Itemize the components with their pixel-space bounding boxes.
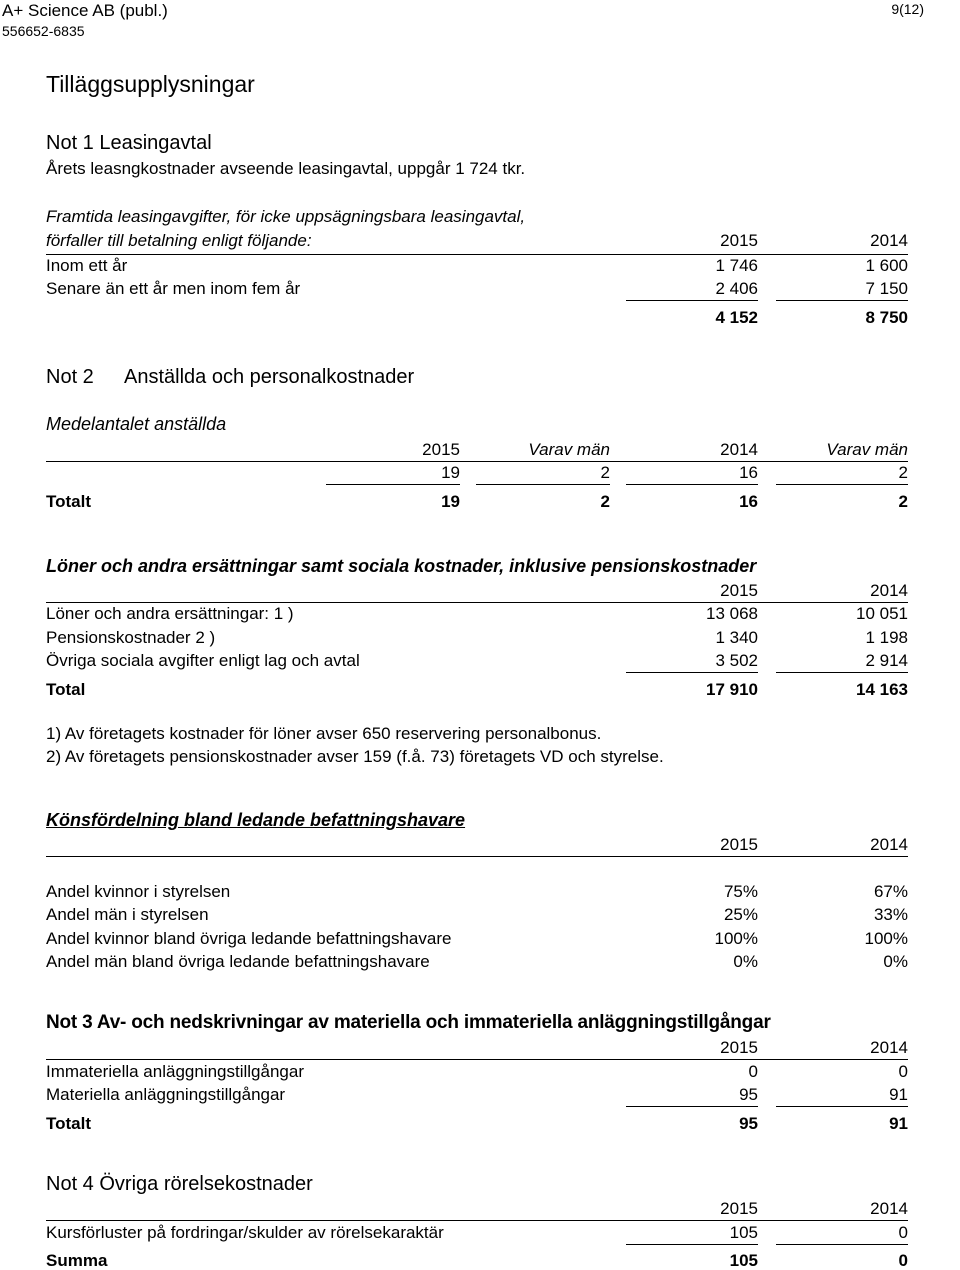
table-cell: 2 <box>898 463 908 482</box>
divider <box>46 856 908 857</box>
wages-total-2015: 17 910 <box>706 680 758 699</box>
table-cell: 2 <box>600 463 610 482</box>
sum-line <box>626 300 758 301</box>
note4-total-2015: 105 <box>729 1251 758 1270</box>
note1-total-2015: 4 152 <box>715 308 758 327</box>
wages-col-2014: 2014 <box>870 581 908 600</box>
avg-col: 2015 <box>422 440 460 459</box>
note4-col-2014: 2014 <box>870 1199 908 1218</box>
avg-col: Varav män <box>826 440 908 459</box>
table-cell: 75% <box>723 882 758 901</box>
table-cell: 100% <box>714 929 758 948</box>
table-row-label: Kursförluster på fordringar/skulder av rörelsekaraktär <box>46 1223 444 1242</box>
gender-col-2015: 2015 <box>720 835 758 854</box>
note3-total-2015: 95 <box>739 1114 758 1133</box>
company-name: A+ Science AB (publ.) <box>2 1 168 20</box>
note2-heading-number: Not 2 <box>46 366 94 388</box>
sum-line <box>776 300 908 301</box>
table-cell: 2 914 <box>865 651 908 670</box>
table-cell: 19 <box>441 492 460 511</box>
divider <box>46 602 908 603</box>
footnote-1: 1) Av företagets kostnader för löner avser 650 reservering personalbonus. <box>46 724 602 743</box>
table-cell: 2 <box>600 492 610 511</box>
table-cell: 2 <box>898 492 908 511</box>
note1-heading: Not 1 Leasingavtal <box>46 132 212 154</box>
table-cell: 33% <box>873 905 908 924</box>
note1-col-2014: 2014 <box>870 231 908 250</box>
page-number: 9(12) <box>891 1 924 17</box>
table-cell: 1 340 <box>715 628 758 647</box>
table-cell: 7 150 <box>865 279 908 298</box>
table-cell: 91 <box>889 1085 908 1104</box>
note4-col-2015: 2015 <box>720 1199 758 1218</box>
table-cell: 1 600 <box>865 256 908 275</box>
note4-total-label: Summa <box>46 1251 108 1270</box>
wages-total-label: Total <box>46 680 86 699</box>
note1-text: Årets leasngkostnader avseende leasingavtal, uppgår 1 724 tkr. <box>46 159 526 178</box>
note3-col-2014: 2014 <box>870 1038 908 1057</box>
note1-intro-line1: Framtida leasingavgifter, för icke uppsägningsbara leasingavtal, <box>46 207 526 226</box>
table-cell: 95 <box>739 1085 758 1104</box>
table-cell: 2 406 <box>715 279 758 298</box>
footnote-2: 2) Av företagets pensionskostnader avser 159 (f.å. 73) företagets VD och styrelse. <box>46 747 664 766</box>
table-cell: 0 <box>898 1062 908 1081</box>
note4-heading: Not 4 Övriga rörelsekostnader <box>46 1173 313 1195</box>
table-cell: 13 068 <box>706 604 758 623</box>
table-cell: 1 198 <box>865 628 908 647</box>
table-row-label: Andel män i styrelsen <box>46 905 209 924</box>
org-number: 556652-6835 <box>2 23 85 39</box>
divider <box>46 254 908 255</box>
note3-heading: Not 3 Av- och nedskrivningar av materiella och immateriella anläggningstillgångar <box>46 1012 771 1033</box>
table-cell: 0 <box>898 1223 908 1242</box>
note1-total-2014: 8 750 <box>865 308 908 327</box>
sum-line <box>476 484 610 485</box>
table-row-label: Senare än ett år men inom fem år <box>46 279 301 298</box>
divider <box>46 1059 908 1060</box>
wages-col-2015: 2015 <box>720 581 758 600</box>
sum-line <box>626 672 758 673</box>
table-cell: 100% <box>864 929 908 948</box>
table-cell: 25% <box>723 905 758 924</box>
table-row-label: Immateriella anläggningstillgångar <box>46 1062 304 1081</box>
table-cell: 0% <box>733 952 758 971</box>
table-row-label: Andel män bland övriga ledande befattningshavare <box>46 952 430 971</box>
table-row-label: Andel kvinnor bland övriga ledande befattningshavare <box>46 929 452 948</box>
note4-total-2014: 0 <box>898 1251 908 1270</box>
table-cell: 3 502 <box>715 651 758 670</box>
avg-col: 2014 <box>720 440 758 459</box>
page-title: Tilläggsupplysningar <box>46 71 255 97</box>
table-cell: 16 <box>739 492 758 511</box>
table-row-label: Övriga sociala avgifter enligt lag och avtal <box>46 651 360 670</box>
note1-intro-line2: förfaller till betalning enligt följande: <box>46 231 312 250</box>
note2-heading: Anställda och personalkostnader <box>124 366 415 388</box>
wages-total-2014: 14 163 <box>856 680 908 699</box>
sum-line <box>326 484 460 485</box>
sum-line <box>776 1106 908 1107</box>
note1-col-2015: 2015 <box>720 231 758 250</box>
table-cell: 0% <box>883 952 908 971</box>
gender-heading: Könsfördelning bland ledande befattningshavare <box>46 810 466 830</box>
table-cell: 10 051 <box>856 604 908 623</box>
table-cell: 105 <box>729 1223 758 1242</box>
sum-line <box>626 1244 758 1245</box>
table-row-label: Löner och andra ersättningar: 1 ) <box>46 604 294 623</box>
gender-col-2014: 2014 <box>870 835 908 854</box>
note3-col-2015: 2015 <box>720 1038 758 1057</box>
table-cell: 16 <box>739 463 758 482</box>
note3-total-2014: 91 <box>889 1114 908 1133</box>
wages-heading: Löner och andra ersättningar samt sociala kostnader, inklusive pensionskostnader <box>46 556 757 576</box>
table-cell: 19 <box>441 463 460 482</box>
sum-line <box>626 484 758 485</box>
table-cell: 1 746 <box>715 256 758 275</box>
table-cell: 67% <box>873 882 908 901</box>
avg-total-label: Totalt <box>46 492 92 511</box>
table-cell: 0 <box>748 1062 758 1081</box>
sum-line <box>776 1244 908 1245</box>
avg-employees-heading: Medelantalet anställda <box>46 414 227 434</box>
table-row-label: Inom ett år <box>46 256 128 275</box>
avg-col: Varav män <box>528 440 610 459</box>
sum-line <box>776 484 908 485</box>
divider <box>46 1220 908 1221</box>
table-row-label: Andel kvinnor i styrelsen <box>46 882 231 901</box>
divider <box>46 461 908 462</box>
note3-total-label: Totalt <box>46 1114 92 1133</box>
sum-line <box>626 1106 758 1107</box>
table-row-label: Materiella anläggningstillgångar <box>46 1085 286 1104</box>
sum-line <box>776 672 908 673</box>
table-row-label: Pensionskostnader 2 ) <box>46 628 216 647</box>
